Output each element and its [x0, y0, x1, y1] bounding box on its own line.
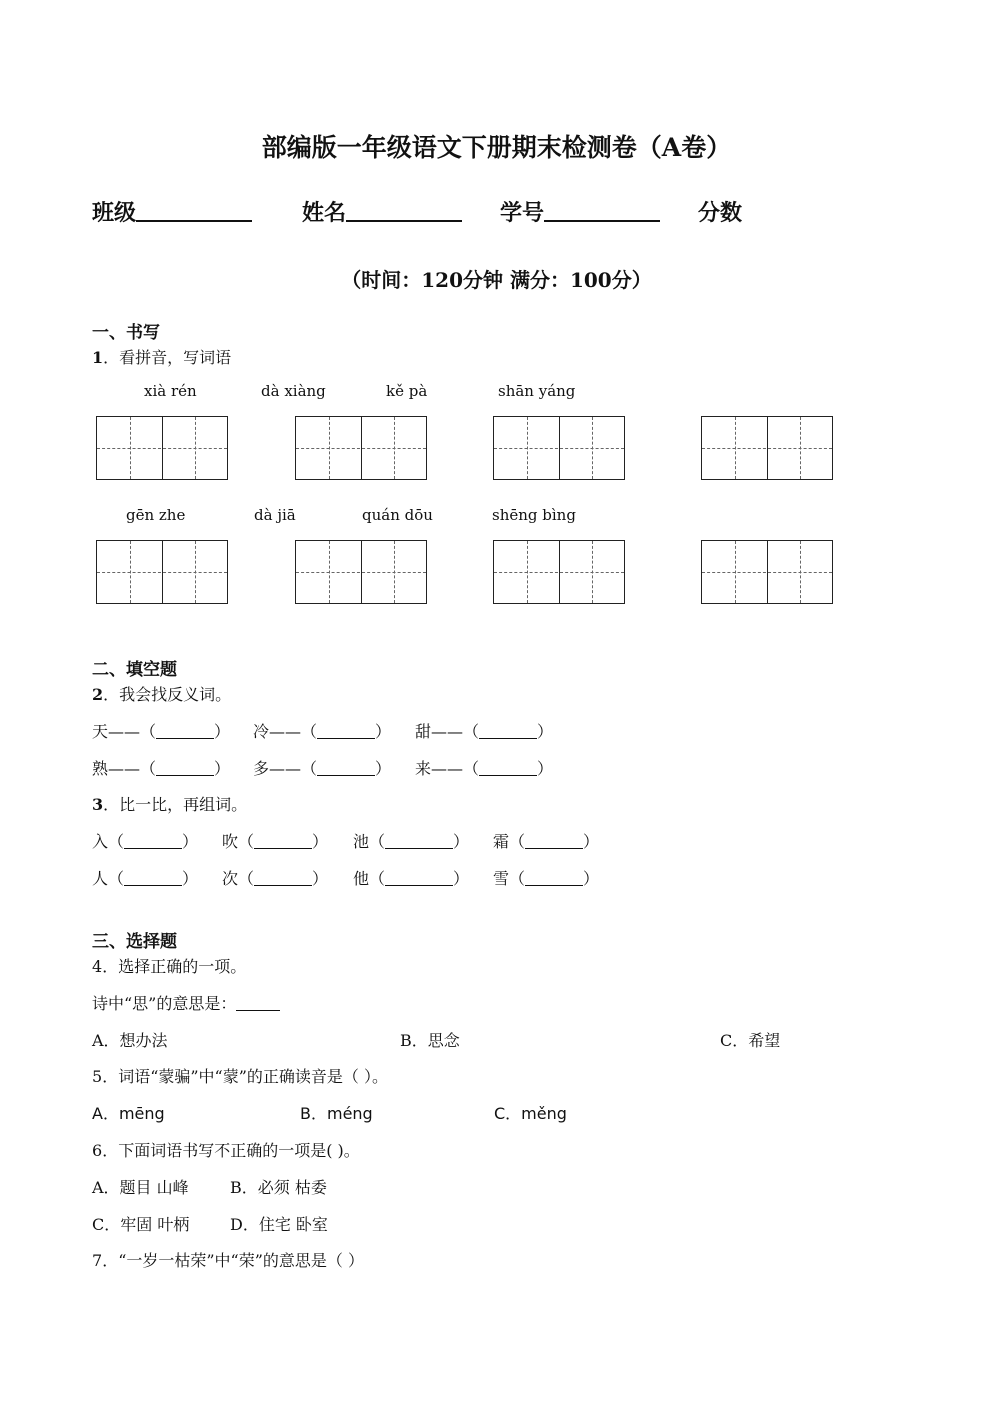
option-c[interactable]: C．希望 [720, 1031, 781, 1050]
question-4-prompt: 诗中“思”的意思是： [92, 991, 280, 1014]
question-5-text: ．词语“蒙骗”中“蒙”的正确读音是（ ）。 [102, 1067, 388, 1086]
answer-blank[interactable] [479, 761, 537, 776]
writing-grid[interactable] [96, 540, 228, 604]
pinyin-ke-pa: kě pà [386, 382, 428, 400]
compare-item: 次（ ） [222, 869, 329, 888]
option-a[interactable]: A．想办法 [92, 1031, 168, 1050]
pinyin-da-xiang: dà xiàng [261, 382, 326, 400]
question-1 [92, 345, 231, 368]
compare-item: 池（ ） [353, 832, 470, 851]
writing-grid[interactable] [701, 540, 833, 604]
option-a[interactable]: A．题目 山峰 [92, 1178, 189, 1197]
writing-grid[interactable] [493, 540, 625, 604]
question-5 [92, 1064, 388, 1087]
question-2-number: 2 [92, 685, 104, 704]
question-7 [92, 1248, 364, 1271]
id-field [500, 196, 660, 227]
name-field [302, 196, 462, 227]
id-blank[interactable] [544, 196, 660, 222]
pinyin-sheng-bing: shēng bìng [492, 506, 576, 524]
class-label: 班级 [92, 200, 137, 226]
compare-item: 他（ ） [353, 869, 470, 888]
question-2 [92, 682, 231, 705]
answer-blank[interactable] [124, 834, 182, 849]
pinyin-xia-ren: xià rén [144, 382, 197, 400]
answer-blank[interactable] [124, 871, 182, 886]
answer-blank[interactable] [525, 871, 583, 886]
antonym-item: 天——（ ） [92, 722, 231, 741]
compare-item: 吹（ ） [222, 832, 329, 851]
writing-grid[interactable] [493, 416, 625, 480]
question-3-text: ．比一比，再组词。 [103, 795, 248, 814]
question-7-text: ．“一岁一枯荣”中“荣”的意思是（ ） [102, 1251, 364, 1270]
antonym-item: 熟——（ ） [92, 759, 231, 778]
section-heading-choice: 三、选择题 [92, 932, 177, 952]
compare-item: 入（ ） [92, 832, 199, 851]
class-blank[interactable] [136, 196, 252, 222]
antonym-item: 多——（ ） [253, 759, 392, 778]
question-2-text: ．我会找反义词。 [103, 685, 232, 704]
answer-blank[interactable] [385, 834, 453, 849]
question-7-number: 7 [92, 1251, 103, 1270]
answer-blank[interactable] [317, 724, 375, 739]
option-b[interactable]: B．必须 枯委 [230, 1178, 327, 1197]
option-a[interactable]: A．mēng [92, 1104, 165, 1123]
question-4 [92, 954, 246, 977]
option-c[interactable]: C．牢固 叶柄 [92, 1215, 190, 1234]
option-b[interactable]: B．méng [300, 1104, 373, 1123]
pinyin-quan-dou: quán dōu [362, 506, 433, 524]
antonym-item: 冷——（ ） [253, 722, 392, 741]
page-title: 部编版一年级语文下册期末检测卷（A卷） [261, 133, 732, 162]
question-6-number: 6 [92, 1141, 103, 1160]
compare-item: 人（ ） [92, 869, 199, 888]
question-4-text: ．选择正确的一项。 [102, 957, 247, 976]
compare-item: 霜（ ） [493, 832, 600, 851]
question-3-number: 3 [92, 795, 104, 814]
option-b[interactable]: B．思念 [400, 1031, 460, 1050]
question-3 [92, 792, 247, 815]
answer-blank[interactable] [156, 724, 214, 739]
time-score-line: （时间：120分钟 满分：100分） [341, 268, 652, 292]
answer-blank[interactable] [156, 761, 214, 776]
writing-grid[interactable] [701, 416, 833, 480]
pinyin-gen-zhe: gēn zhe [126, 506, 186, 524]
answer-blank[interactable] [525, 834, 583, 849]
writing-grid[interactable] [96, 416, 228, 480]
question-1-number: 1 [92, 348, 104, 367]
name-label: 姓名 [302, 200, 347, 226]
pinyin-shan-yang: shān yáng [498, 382, 576, 400]
question-6-text: ．下面词语书写不正确的一项是( )。 [102, 1141, 360, 1160]
answer-blank[interactable] [254, 834, 312, 849]
section-heading-fill: 二、填空题 [92, 660, 177, 680]
antonym-item: 来——（ ） [415, 759, 554, 778]
answer-blank[interactable] [236, 996, 280, 1011]
class-field [92, 196, 252, 227]
question-5-number: 5 [92, 1067, 103, 1086]
score-label: 分数 [698, 200, 743, 226]
compare-item: 雪（ ） [493, 869, 600, 888]
writing-grid[interactable] [295, 416, 427, 480]
answer-blank[interactable] [254, 871, 312, 886]
name-blank[interactable] [346, 196, 462, 222]
question-4-number: 4 [92, 957, 103, 976]
id-label: 学号 [500, 200, 545, 226]
pinyin-da-jia: dà jiā [254, 506, 296, 524]
question-1-text: ．看拼音，写词语 [103, 348, 232, 367]
writing-grid[interactable] [295, 540, 427, 604]
answer-blank[interactable] [317, 761, 375, 776]
antonym-item: 甜——（ ） [415, 722, 554, 741]
answer-blank[interactable] [479, 724, 537, 739]
section-heading-writing: 一、书写 [92, 323, 160, 343]
question-6 [92, 1138, 360, 1161]
option-d[interactable]: D．住宅 卧室 [230, 1215, 328, 1234]
option-c[interactable]: C．měng [494, 1104, 567, 1123]
answer-blank[interactable] [385, 871, 453, 886]
